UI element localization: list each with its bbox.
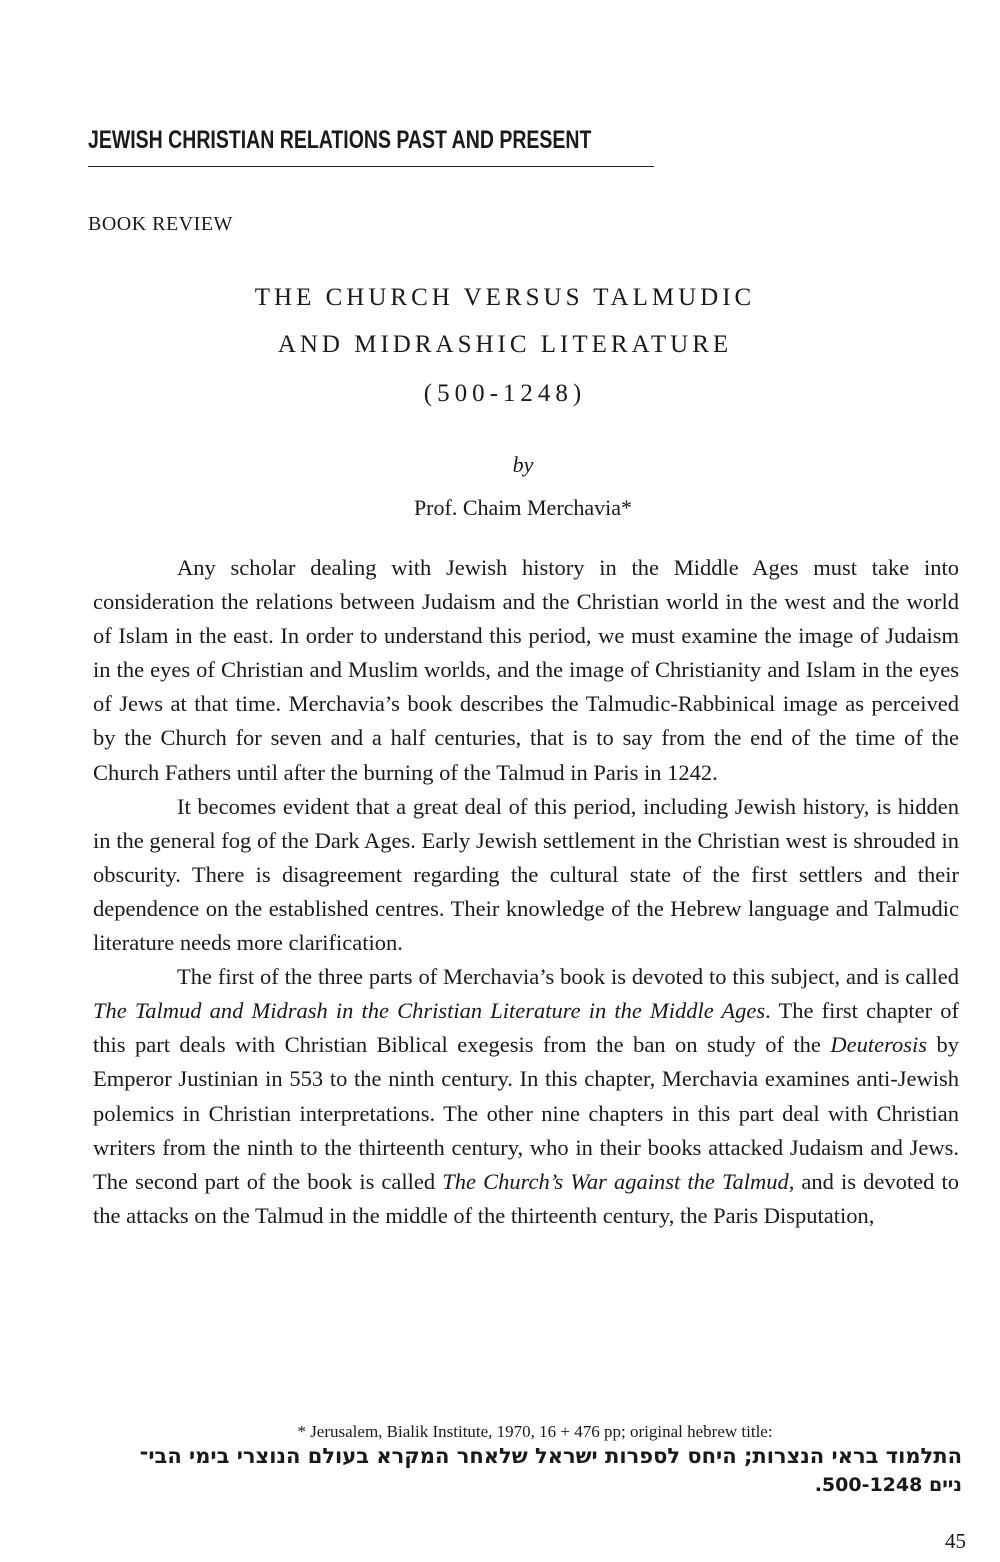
page-number: 45: [945, 1529, 966, 1553]
running-head-rule: [88, 166, 654, 167]
body-text: [93, 551, 959, 1233]
paragraph-3-text-a: The first of the three parts of Merchavia’s book is devoted to this subject, and is called: [177, 964, 959, 990]
article-title-line-2: AND MIDRASHIC LITERATURE: [277, 331, 733, 358]
byline: by: [512, 452, 534, 477]
paragraph-3-text-c: . The first chapter of this part deals with Christian Biblical exegesis from the ban on study of the: [93, 998, 960, 1058]
author-name: Prof. Chaim Merchavia*: [413, 495, 633, 520]
footnote: * Jerusalem, Bialik Institute, 1970, 16 + 476 pp; original hebrew title:: [297, 1422, 773, 1441]
paragraph-1: Any scholar dealing with Jewish history in the Middle Ages must take into consideration the relations between Judaism and the Christian world in the west and the world of Islam in the east. In order to understand this period, we must examine the image of Judaism in the eyes of Christian and Muslim worlds, and the image of Christianity and Islam in the eyes of Jews at that time. Merchavia’s book describes the Talmudic-Rabbinical image as perceived by the Church for seven and a half centuries, that is to say from the end of the time of the Church Fathers until after the burning of the Talmud in Paris in 1242.: [93, 555, 959, 785]
article-title-dates: (500-1248): [423, 380, 587, 407]
article-title-line-1: THE CHURCH VERSUS TALMUDIC: [254, 284, 756, 311]
paragraph-3-text-e: by Emperor Justinian in 553 to the ninth century. In this chapter, Merchavia examines anti-Jewish polemics in Christian interpretations. The other nine chapters in this part deal with Christian writers from the ninth to the thirteenth century, who in their books attacked Judaism and Jews. The second part of the book is called: [93, 1032, 960, 1194]
running-head: JEWISH CHRISTIAN RELATIONS PAST AND PRESENT: [88, 126, 592, 154]
paragraph-2: It becomes evident that a great deal of this period, including Jewish history, is hidden in the general fog of the Dark Ages. Early Jewish settlement in the Christian west is shrouded in obscurity. There is disagreement regarding the cultural state of the first settlers and their dependence on the established centres. Their knowledge of the Hebrew language and Talmudic literature needs more clarification.: [93, 793, 959, 956]
paragraph-3: [93, 960, 959, 1233]
section-label: BOOK REVIEW: [88, 213, 233, 235]
paragraph-3-text-g: , and is devoted to the attacks on the Talmud in the middle of the thirteenth century, the Paris Disputation,: [93, 1168, 959, 1228]
deuterosis-term: Deuterosis: [830, 1032, 928, 1058]
book-part-title-1: The Talmud and Midrash in the Christian Literature in the Middle Ages: [93, 998, 766, 1024]
footnote-hebrew-title-line-2: ניים 500-1248.: [814, 1474, 962, 1496]
book-part-title-2: The Church’s War against the Talmud: [442, 1168, 789, 1194]
footnote-hebrew-title-line-1: התלמוד בראי הנצרות; היחס לספרות ישראל שלאחר המקרא בעולם הנוצרי בימי הבי־: [139, 1444, 962, 1468]
